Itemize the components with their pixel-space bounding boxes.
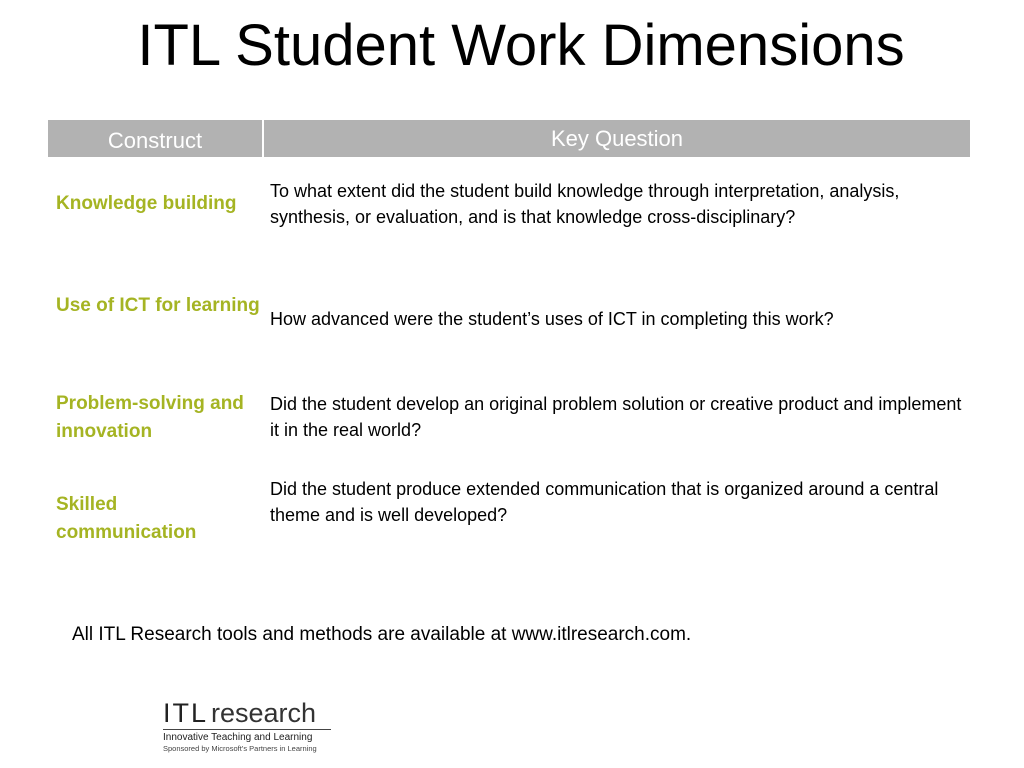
table-row: [48, 292, 970, 332]
question-cell: To what extent did the student build knowledge through interpretation, analysis, synthesis, or evaluation, and is that knowledge cross-disciplinary?: [270, 181, 900, 227]
footer-note: All ITL Research tools and methods are available at www.itlresearch.com.: [72, 624, 692, 645]
table-row: [48, 390, 970, 446]
construct-cell: Knowledge building: [56, 193, 237, 214]
logo-wordmark: [163, 698, 338, 728]
logo-sponsor: Sponsored by Microsoft’s Partners in Learning: [163, 744, 317, 753]
logo-research: research: [211, 698, 317, 728]
logo-itl: ITL: [163, 698, 209, 728]
construct-cell: Skilled communication: [56, 494, 197, 543]
table-row: [48, 476, 970, 547]
dimensions-table: [48, 120, 970, 543]
table-row: [48, 178, 970, 230]
question-cell: Did the student develop an original problem solution or creative product and implement it in the real world?: [270, 394, 962, 440]
table-header: [48, 120, 970, 157]
itl-research-logo: [163, 698, 338, 754]
logo-tagline: Innovative Teaching and Learning: [163, 732, 313, 743]
construct-cell: Problem-solving and innovation: [56, 393, 244, 442]
question-cell: Did the student produce extended communication that is organized around a central theme and is well developed?: [270, 479, 939, 525]
header-key-question: Key Question: [550, 126, 684, 151]
construct-cell: Use of ICT for learning: [56, 295, 260, 316]
slide-title: ITL Student Work Dimensions: [137, 13, 905, 78]
logo-divider: [163, 729, 331, 730]
header-construct: Construct: [48, 120, 264, 157]
question-cell: How advanced were the student’s uses of ICT in completing this work?: [270, 309, 834, 329]
